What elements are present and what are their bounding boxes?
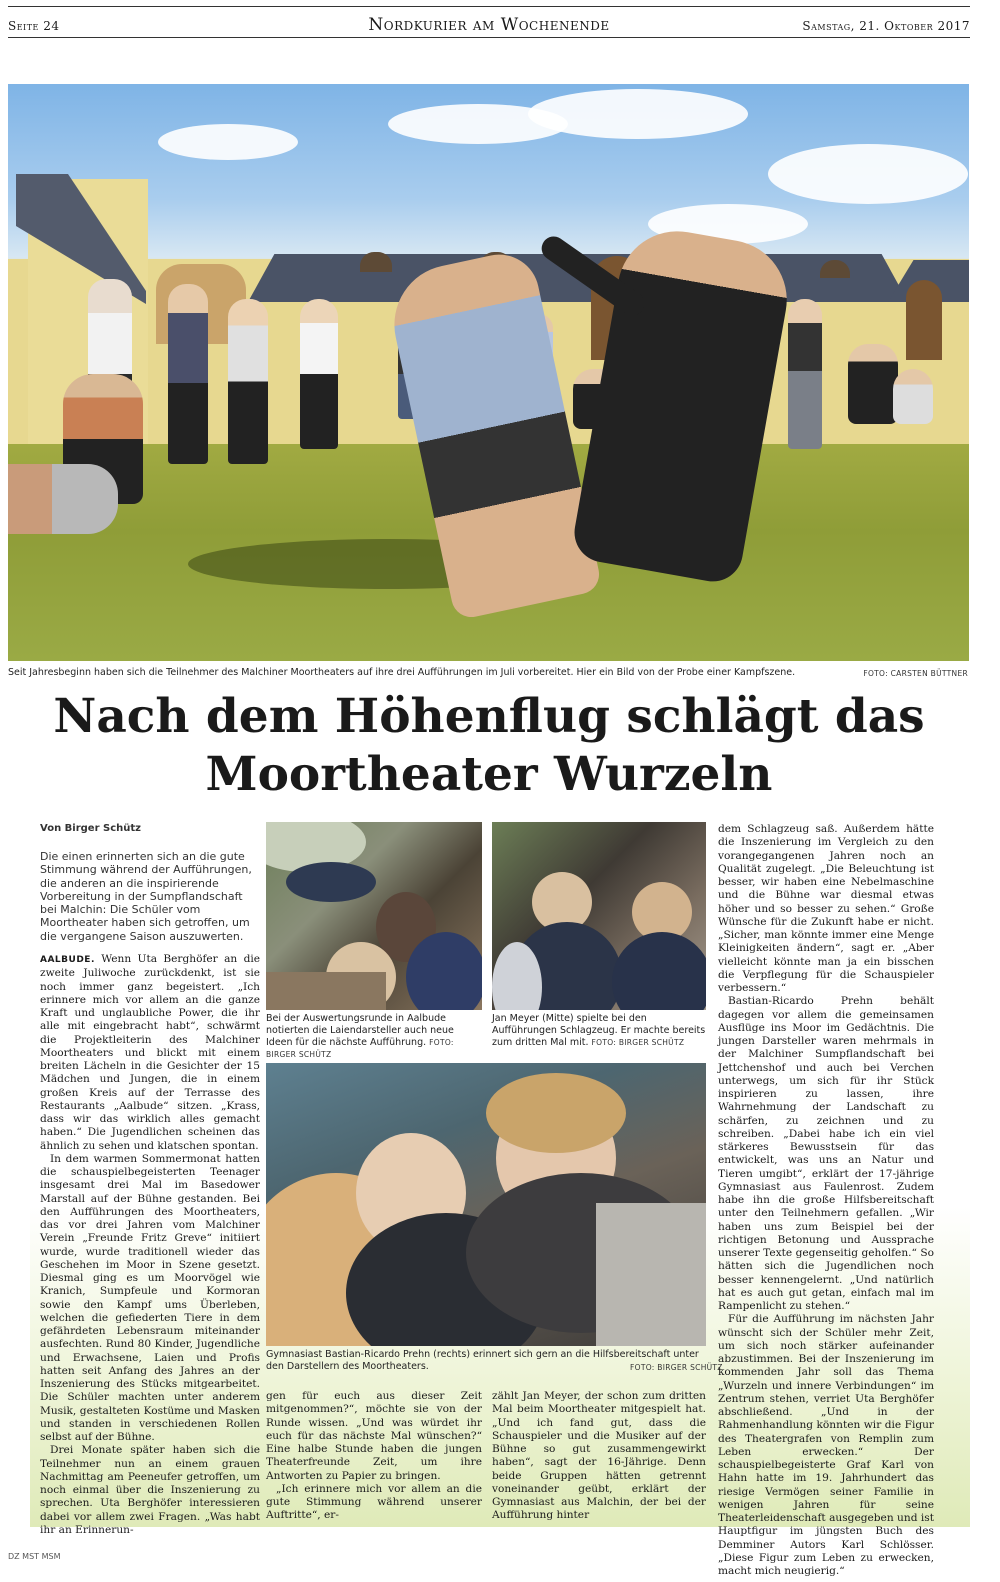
- paragraph: Für die Aufführung im nächsten Jahr wünscht sich der Schüler mehr Zeit, um sich noch stärker aufeinander abzustimmen. Bei der Inszenierung im kommenden Jahr soll das Thema „Wurzeln und innere Verbindungen“ im Zentrum stehen, verriet Uta Berghöfer abschließend. „Und in der Rahmenhandlung könnten wir die Figur des Theatergrafen von Remplin zum Leben erwecken.“ Der schauspielbegeisterte Graf Karl von Hahn hatte im 19. Jahrhundert das riesige Vermögen seiner Familie in wenigen Jahren für seine Theaterleidenschaft ausgegeben und ist Hauptfigur im jüngsten Buch des Demminer Autors Karl Schlösser. „Diese Figur zum Leben zu erwecken, macht mich neugierig.“: [718, 1313, 934, 1577]
- photo2-credit: FOTO: BIRGER SCHÜTZ: [591, 1038, 685, 1047]
- hero-caption: Seit Jahresbeginn haben sich die Teilnehmer des Malchiner Moortheaters auf ihre drei Aufführungen im Juli vorbereitet. Hier ein Bild von der Probe einer Kampfszene.: [8, 667, 796, 678]
- headline-line-1: Nach dem Höhenflug schlägt das: [53, 689, 925, 744]
- page-number: Seite 24: [8, 19, 60, 33]
- photo-jan-meyer: [492, 822, 706, 1010]
- photo1-caption: [266, 1013, 482, 1061]
- photo2-caption-text: Jan Meyer (Mitte) spielte bei den Aufführungen Schlagzeug. Er machte bereits zum dritten Mal mit.: [492, 1013, 706, 1048]
- edition-code: DZ MST MSM: [8, 1552, 61, 1561]
- paragraph: In dem warmen Sommermonat hatten die schauspielbegeisterten Teenager insgesamt drei Mal im Basedower Marstall auf der Bühne gestanden. Bei den Aufführungen des Moortheaters, das vor drei Jahren vom Malchiner Verein „Freunde Fritz Greve“ initiiert wurde, wurde traditionell wieder das Geschehen im Moor in Szene gesetzt. Diesmal ging es um Moorvögel wie Kranich, Sumpfeule und Kormoran sowie den Kampf ums Überleben, welchen die gefiederten Tiere in dem gefährdeten Lebensraum miteinander ausfechten. Rund 80 Kinder, Jugendliche und Erwachsene, Laien und Profis hatten seit Anfang des Jahres an der Inszenierung des Stücks mitgearbeitet. Die Schüler machten unter anderem Musik, gestalteten Kostüme und Masken und standen in verschiedenen Rollen selbst auf der Bühne.: [40, 1152, 260, 1443]
- photo-meeting-terrace: [266, 822, 482, 1010]
- hero-photo: [8, 84, 969, 661]
- hero-credit: FOTO: CARSTEN BÜTTNER: [863, 669, 968, 678]
- publication-title: Nordkurier am Wochenende: [368, 15, 610, 35]
- issue-date: Samstag, 21. Oktober 2017: [802, 19, 970, 33]
- paragraph: „Ich erinnere mich vor allem an die gute Stimmung während unserer Auftritte“, er-: [266, 1482, 482, 1522]
- teaser: Die einen erinnerten sich an die gute Stimmung während der Aufführungen, die anderen an die inspirierende Vorbereitung in der Sumpflandschaft bei Malchin: Die Schüler vom Moortheater haben sich getroffen, um die vergangene Saison auszuwerten.: [40, 850, 252, 943]
- photo2-caption: [492, 1013, 706, 1049]
- article-column-3: [492, 1390, 706, 1523]
- photo3-caption: Gymnasiast Bastian-Ricardo Prehn (rechts) erinnert sich gern an die Hilfsbereitschaft unter den Darstellern des Moortheaters.: [266, 1349, 699, 1372]
- masthead: [8, 6, 970, 38]
- paragraph: dem Schlagzeug saß. Außerdem hätte die Inszenierung im Vergleich zu den vorangegangenen Jahren noch an Qualität zugelegt. „Die Beleuchtung ist besser, wir haben eine Nebelmaschine und die Bühne war diesmal etwas höher und so besser zu sehen.“ Große Wünsche für die Zukunft habe er nicht. „Sicher, man könnte immer eine Menge Kleinigkeiten ändern“, sagt er. „Aber vielleicht könnte man ja ein bisschen die Verpflegung für die Schauspieler verbessern.“: [718, 823, 934, 994]
- headline-line-2: Moortheater Wurzeln: [205, 747, 773, 802]
- photo-bastian-prehn: [266, 1063, 706, 1346]
- article-column-4: [718, 823, 934, 1578]
- photo3-credit: FOTO: BIRGER SCHÜTZ: [630, 1363, 723, 1372]
- paragraph: Drei Monate später haben sich die Teilnehmer nun an einem grauen Nachmittag am Peeneufer getroffen, um noch einmal über die Inszenierung zu sprechen. Uta Berghöfer interessieren dabei vor allem zwei Fragen. „Was habt ihr an Erinnerun-: [40, 1444, 260, 1536]
- article-column-2: [266, 1390, 482, 1523]
- photo1-caption-text: Bei der Auswertungsrunde in Aalbude notierten die Laiendarsteller auch neue Ideen für die nächste Aufführung.: [266, 1013, 454, 1048]
- headline: [8, 688, 970, 804]
- photo1-credit: FOTO: BIRGER SCHÜTZ: [266, 1038, 454, 1059]
- paragraph: [40, 953, 260, 1153]
- paragraph: zählt Jan Meyer, der schon zum dritten Mal beim Moortheater mitgespielt hat. „Und ich fand gut, dass die Schauspieler und die Musiker auf der Bühne so gut zusammengewirkt haben“, sagt der 16-Jährige. Denn beide Gruppen hätten getrennt voneinander geübt, erklärt der Gymnasiast aus Malchin, der bei der Aufführung hinter: [492, 1390, 706, 1522]
- paragraph-text: Wenn Uta Berghöfer an die zweite Juliwoche zurückdenkt, ist sie noch immer ganz begeistert. „Ich erinnere mich vor allem an die ganze Kraft und unglaubliche Power, die ihr alle mit eingebracht habt“, schwärmt die Projektleiterin des Malchiner Moortheaters und blickt mit einem breiten Lächeln in die Gesichter der 15 Mädchen und Jungen, die in einem großen Kreis auf der Terrasse des Restaurants „Aalbude“ sitzen. „Krass, dass wir das wirklich alles gemacht haben.“ Die Jugendlichen scheinen das ähnlich zu sehen und klatschen spontan.: [40, 953, 261, 1152]
- byline: Von Birger Schütz: [40, 823, 141, 834]
- article-column-1: [40, 953, 260, 1537]
- dateline: AALBUDE.: [40, 955, 95, 965]
- paragraph: Bastian-Ricardo Prehn behält dagegen vor allem die gemeinsamen Ausflüge ins Moor im Gedächtnis. Die jungen Darsteller waren mehrmals in der Malchiner Sumpflandschaft bei Jettchenshof und auch bei Verchen unterwegs, um sich für ihr Stück inspirieren zu lassen, ihre Wahrnehmung der Landschaft zu schärfen, zu zeichnen und zu schreiben. „Dabei habe ich ein viel stärkeres Bewusstsein für das entwickelt, was uns an Natur und Tieren umgibt“, erklärt der 17-jährige Gymnasiast aus Faulenrost. Zudem habe ihn die große Hilfsbereitschaft unter den Teilnehmern gefallen. „Wir haben uns zum Beispiel bei der richtigen Betonung und Aussprache unserer Texte gegenseitig geholfen.“ So hätten sich die Jugendlichen noch besser kennengelernt. „Und natürlich hat es auch gut getan, einfach mal im Rampenlicht zu stehen.“: [718, 995, 934, 1312]
- paragraph: gen für euch aus dieser Zeit mitgenommen?“, möchte sie von der Runde wissen. „Und was würdet ihr euch für das nächste Mal wünschen?“ Eine halbe Stunde haben die jungen Theaterfreunde Zeit, um ihre Antworten zu Papier zu bringen.: [266, 1390, 482, 1482]
